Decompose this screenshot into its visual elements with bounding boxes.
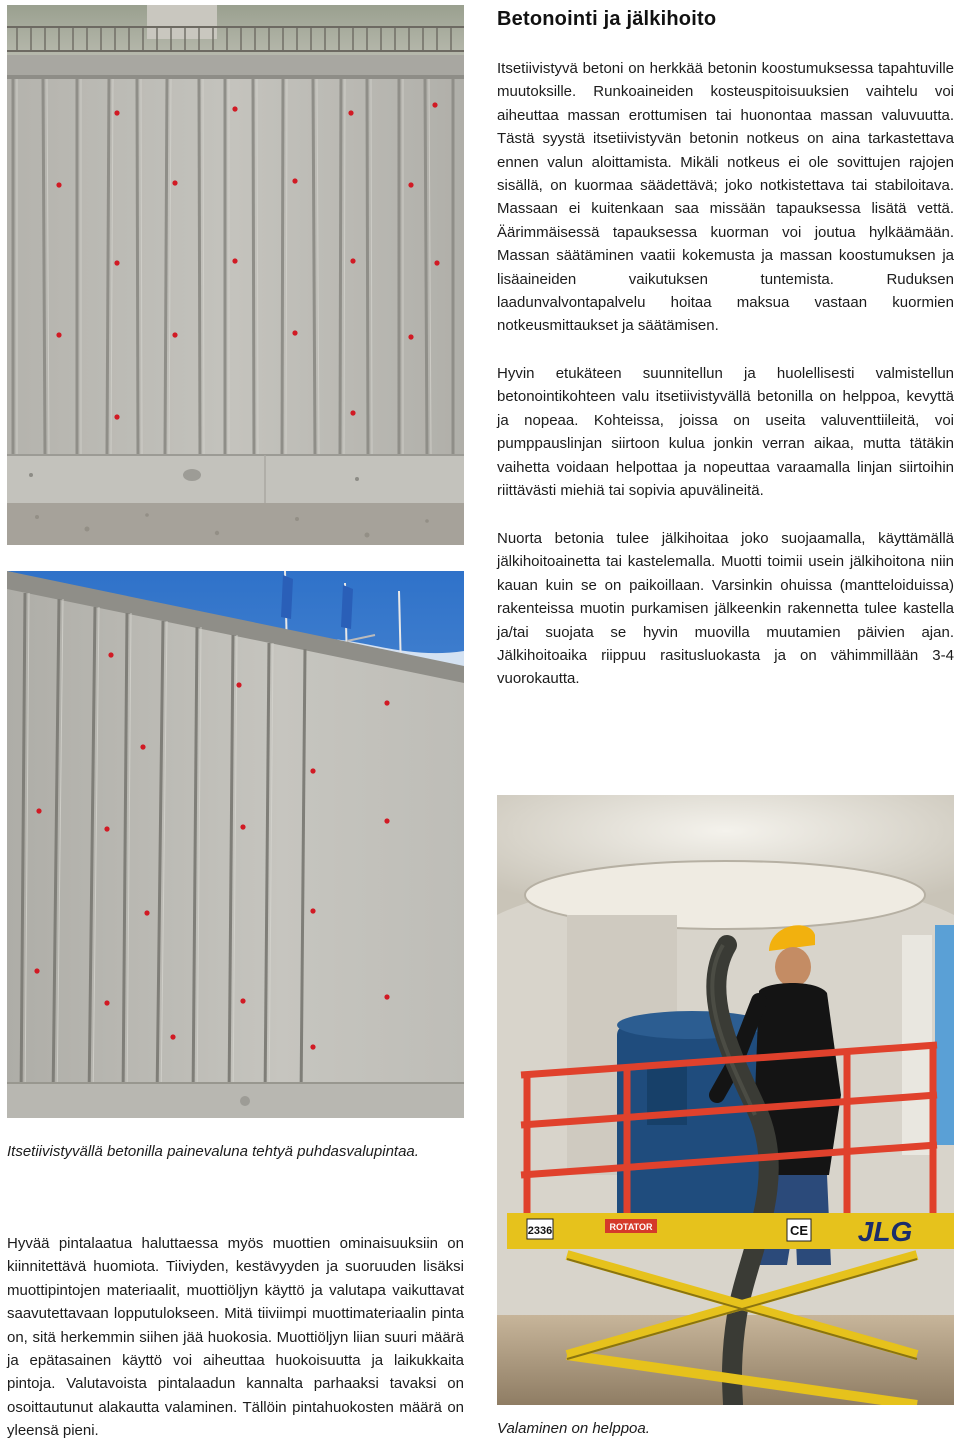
ce-mark: CE: [789, 1223, 809, 1238]
paragraph-surface-quality: Hyvää pintalaatua haluttaessa myös muottien ominaisuuksiin on kiinnitettävä huomiota. Tiiviyden, kestävyyden ja suoruuden lisäksi muottipintojen materiaalit, muottiöljyn käyttö ja valutapa vaikuttavat saavutettavaan lopputulokseen. Mitä tiiviimpi muottimateriaalin pinta on, sitä herkemmin siihen jää huokosia. Muottiöljyn liian suuri määrä ja epätasainen käyttö voi aiheuttaa huokoisuutta ja laikukkaita pintoja. Valutavoista pintalaadun kannalta parhaaksi tavaksi on osoittautunut alakautta valaminen. Tällöin pintahuokosten määrä on yleensä pieni.: [7, 1235, 464, 1440]
wall-cap: [7, 55, 464, 77]
caption-worker-photo: Valaminen on helppoa.: [497, 1420, 650, 1437]
page-title: Betonointi ja jälkihoito: [497, 8, 717, 30]
window-strip: [935, 925, 954, 1145]
wall-footing: [7, 455, 464, 503]
photo-concrete-wall-top: [7, 5, 464, 545]
paragraph-curing: Nuorta betonia tulee jälkihoitaa joko suojaamalla, käyttämällä jälkihoitoainetta tai kastelemalla. Muotti toimii usein jälkihoitona niin kauan kuin se on paikoillaan. Varsinkin ohuissa (mantteloiduissa) rakenteissa muotin purkamisen jälkeenkin rakennetta tulee kastella ja/tai suojata se hyvin muovilla muutamien päivien ajan. Jälkihoitoaika riippuu rasitusluokasta ja on vähimmillään 3-4 vuorokautta.: [497, 530, 954, 688]
caption-wall-photo: Itsetiivistyvällä betonilla painevaluna tehtyä puhdasvalupintaa.: [7, 1143, 419, 1160]
lift-number: 2336: [527, 1225, 553, 1237]
concrete-wall-top-image: [7, 5, 464, 545]
wall-footing: [7, 1083, 464, 1118]
photo-worker-on-lift: [497, 795, 954, 1405]
worker-on-lift-image: [497, 795, 954, 1405]
ground-gravel: [7, 503, 464, 545]
lift-sticker: ROTATOR: [609, 1222, 653, 1232]
lift-brand-logo: JLG: [857, 1216, 913, 1247]
concrete-wall-perspective-image: [7, 571, 464, 1118]
paragraph-casting: Hyvin etukäteen suunnitellun ja huolellisesti valmistellun betonointikohteen valu itsetiivistyvällä betonilla on helppoa, kevyttä ja nopeaa. Kohteissa, joissa on useita valuventtiileitä, voi pumppauslinjan siirtoon kulua jonkin verran aikaa, mutta tätäkin vaihetta voidaan helpottaa ja nopeuttaa varaamalla linjan siirtoihin riittävästi miehiä tai sopivia apuvälineitä.: [497, 365, 954, 500]
footing-plug: [183, 469, 201, 481]
paragraph-consistency-control: Itsetiivistyvä betoni on herkkää betonin koostumuksessa tapahtuville muutoksille. Runkoaineiden kosteuspitoisuuksien vaihtelu voi aiheuttaa massan erottumisen tai huonontaa massan valuvuutta. Tästä syystä itsetiivistyvän betonin notkeus on aina tarkastettava ennen valun aloittamista. Mikäli notkeus ei ole sovittujen rajojen sisällä, on kuormaa säädettävä; joko notkistettava tai stabiloitava. Massaan ei kuitenkaan saa missään tapauksessa lisätä vettä. Äärimmäisessä tapauksessa kuorman voi joutua hylkäämään. Massan säätäminen vaatii kokemusta ja massan koostumuksen ja lisäaineiden vaikutuksen tuntemista. Ruduksen laadunvalvontapalvelu hoitaa maksua vastaan kuormien notkeusmittaukset ja säätämisen.: [497, 60, 954, 335]
photo-concrete-wall-perspective: [7, 571, 464, 1118]
